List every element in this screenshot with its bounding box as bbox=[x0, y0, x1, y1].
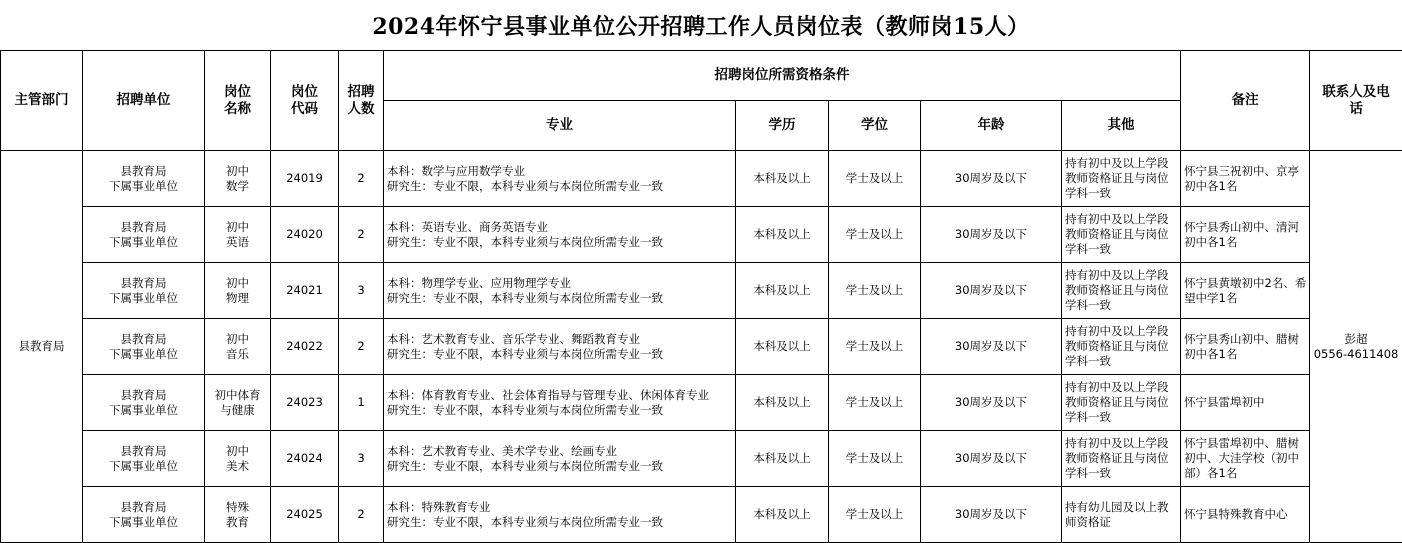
major-cell: 本科：物理学专业、应用物理学专业 研究生：专业不限，本科专业须与本岗位所需专业一致 bbox=[384, 263, 736, 319]
post-code-cell: 24020 bbox=[271, 207, 339, 263]
count-cell: 3 bbox=[339, 263, 384, 319]
major-cell: 本科：艺术教育专业、美术学专业、绘画专业 研究生：专业不限，本科专业须与本岗位所需专业一致 bbox=[384, 431, 736, 487]
header-row-top bbox=[1, 51, 1402, 101]
other-cell: 持有初中及以上学段教师资格证且与岗位学科一致 bbox=[1062, 375, 1181, 431]
contact-cell: 彭超 0556-4611408 bbox=[1310, 151, 1402, 543]
count-cell: 1 bbox=[339, 375, 384, 431]
post-code-cell: 24024 bbox=[271, 431, 339, 487]
post-code-cell: 24025 bbox=[271, 487, 339, 543]
degree-cell: 学士及以上 bbox=[829, 319, 921, 375]
count-cell: 2 bbox=[339, 319, 384, 375]
remark-cell: 怀宁县雷埠初中、腊树初中、大洼学校（初中部）各1名 bbox=[1181, 431, 1310, 487]
header-age: 年龄 bbox=[921, 101, 1062, 151]
count-cell: 2 bbox=[339, 207, 384, 263]
education-cell: 本科及以上 bbox=[736, 207, 829, 263]
age-cell: 30周岁及以下 bbox=[921, 487, 1062, 543]
education-cell: 本科及以上 bbox=[736, 263, 829, 319]
post-code-cell: 24022 bbox=[271, 319, 339, 375]
post-name-cell: 初中 数学 bbox=[205, 151, 271, 207]
unit-cell: 县教育局 下属事业单位 bbox=[83, 151, 205, 207]
unit-cell: 县教育局 下属事业单位 bbox=[83, 375, 205, 431]
other-cell: 持有初中及以上学段教师资格证且与岗位学科一致 bbox=[1062, 263, 1181, 319]
table-row bbox=[1, 151, 1402, 207]
other-cell: 持有初中及以上学段教师资格证且与岗位学科一致 bbox=[1062, 319, 1181, 375]
sheet-title: 2024年怀宁县事业单位公开招聘工作人员岗位表（教师岗15人） bbox=[372, 13, 1030, 40]
header-unit: 招聘单位 bbox=[83, 51, 205, 151]
unit-cell: 县教育局 下属事业单位 bbox=[83, 431, 205, 487]
table-row bbox=[1, 375, 1402, 431]
remark-cell: 怀宁县特殊教育中心 bbox=[1181, 487, 1310, 543]
other-cell: 持有幼儿园及以上教师资格证 bbox=[1062, 487, 1181, 543]
unit-cell: 县教育局 下属事业单位 bbox=[83, 319, 205, 375]
dept-cell: 县教育局 bbox=[1, 151, 83, 543]
positions-table bbox=[0, 50, 1402, 543]
remark-cell: 怀宁县黄墩初中2名、希望中学1名 bbox=[1181, 263, 1310, 319]
table-row bbox=[1, 263, 1402, 319]
post-name-cell: 初中 物理 bbox=[205, 263, 271, 319]
post-code-cell: 24023 bbox=[271, 375, 339, 431]
age-cell: 30周岁及以下 bbox=[921, 319, 1062, 375]
header-count: 招聘 人数 bbox=[339, 51, 384, 151]
header-major: 专业 bbox=[384, 101, 736, 151]
degree-cell: 学士及以上 bbox=[829, 151, 921, 207]
age-cell: 30周岁及以下 bbox=[921, 431, 1062, 487]
degree-cell: 学士及以上 bbox=[829, 431, 921, 487]
degree-cell: 学士及以上 bbox=[829, 207, 921, 263]
header-dept: 主管部门 bbox=[1, 51, 83, 151]
header-post-name: 岗位 名称 bbox=[205, 51, 271, 151]
unit-cell: 县教育局 下属事业单位 bbox=[83, 487, 205, 543]
header-remark: 备注 bbox=[1181, 51, 1310, 151]
header-contact: 联系人及电 话 bbox=[1310, 51, 1402, 151]
major-cell: 本科：艺术教育专业、音乐学专业、舞蹈教育专业 研究生：专业不限，本科专业须与本岗位所需专业一致 bbox=[384, 319, 736, 375]
unit-cell: 县教育局 下属事业单位 bbox=[83, 263, 205, 319]
education-cell: 本科及以上 bbox=[736, 375, 829, 431]
education-cell: 本科及以上 bbox=[736, 487, 829, 543]
other-cell: 持有初中及以上学段教师资格证且与岗位学科一致 bbox=[1062, 207, 1181, 263]
post-code-cell: 24019 bbox=[271, 151, 339, 207]
age-cell: 30周岁及以下 bbox=[921, 151, 1062, 207]
post-name-cell: 特殊 教育 bbox=[205, 487, 271, 543]
count-cell: 3 bbox=[339, 431, 384, 487]
post-name-cell: 初中体育 与健康 bbox=[205, 375, 271, 431]
major-cell: 本科：英语专业、商务英语专业 研究生：专业不限，本科专业须与本岗位所需专业一致 bbox=[384, 207, 736, 263]
count-cell: 2 bbox=[339, 487, 384, 543]
header-post-code: 岗位 代码 bbox=[271, 51, 339, 151]
major-cell: 本科：体育教育专业、社会体育指导与管理专业、休闲体育专业 研究生：专业不限，本科专业须与本岗位所需专业一致 bbox=[384, 375, 736, 431]
post-name-cell: 初中 美术 bbox=[205, 431, 271, 487]
degree-cell: 学士及以上 bbox=[829, 263, 921, 319]
education-cell: 本科及以上 bbox=[736, 431, 829, 487]
major-cell: 本科：数学与应用数学专业 研究生：专业不限，本科专业须与本岗位所需专业一致 bbox=[384, 151, 736, 207]
header-other: 其他 bbox=[1062, 101, 1181, 151]
age-cell: 30周岁及以下 bbox=[921, 207, 1062, 263]
remark-cell: 怀宁县秀山初中、清河初中各1名 bbox=[1181, 207, 1310, 263]
remark-cell: 怀宁县三祝初中、京亭初中各1名 bbox=[1181, 151, 1310, 207]
education-cell: 本科及以上 bbox=[736, 151, 829, 207]
major-cell: 本科：特殊教育专业 研究生：专业不限，本科专业须与本岗位所需专业一致 bbox=[384, 487, 736, 543]
table-row bbox=[1, 207, 1402, 263]
remark-cell: 怀宁县雷埠初中 bbox=[1181, 375, 1310, 431]
table-row bbox=[1, 319, 1402, 375]
table-row bbox=[1, 487, 1402, 543]
header-degree: 学位 bbox=[829, 101, 921, 151]
table-row bbox=[1, 431, 1402, 487]
other-cell: 持有初中及以上学段教师资格证且与岗位学科一致 bbox=[1062, 431, 1181, 487]
degree-cell: 学士及以上 bbox=[829, 375, 921, 431]
age-cell: 30周岁及以下 bbox=[921, 375, 1062, 431]
header-qualifications: 招聘岗位所需资格条件 bbox=[384, 51, 1181, 101]
count-cell: 2 bbox=[339, 151, 384, 207]
education-cell: 本科及以上 bbox=[736, 319, 829, 375]
header-education: 学历 bbox=[736, 101, 829, 151]
post-name-cell: 初中 英语 bbox=[205, 207, 271, 263]
other-cell: 持有初中及以上学段教师资格证且与岗位学科一致 bbox=[1062, 151, 1181, 207]
degree-cell: 学士及以上 bbox=[829, 487, 921, 543]
post-name-cell: 初中 音乐 bbox=[205, 319, 271, 375]
unit-cell: 县教育局 下属事业单位 bbox=[83, 207, 205, 263]
age-cell: 30周岁及以下 bbox=[921, 263, 1062, 319]
post-code-cell: 24021 bbox=[271, 263, 339, 319]
remark-cell: 怀宁县秀山初中、腊树初中各1名 bbox=[1181, 319, 1310, 375]
